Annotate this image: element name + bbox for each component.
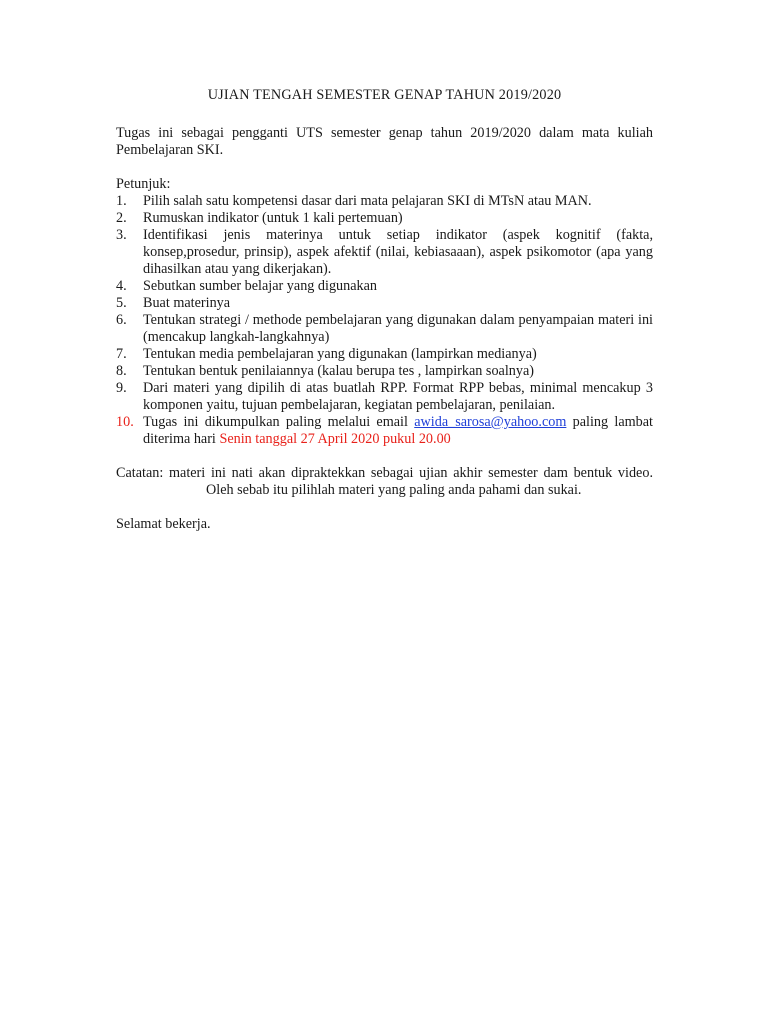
list-item-number: 4.	[116, 278, 127, 294]
submission-text-middle: paling lambat diterima hari	[143, 414, 654, 447]
document-title: UJIAN TENGAH SEMESTER GENAP TAHUN 2019/2020	[207, 87, 562, 103]
list-item	[116, 312, 653, 346]
list-item	[116, 278, 653, 295]
note-paragraph: Catatan: materi ini nati akan dipraktekkan sebagai ujian akhir semester dam bentuk video. Oleh sebab itu pilihlah materi yang paling anda pahami dan sukai.	[116, 465, 653, 498]
list-item-text: Identifikasi jenis materinya untuk setiap indikator (aspek kognitif (fakta, konsep,prosedur, prinsip), aspek afektif (nilai, kebiasaaan), aspek psikomotor (apa yang dihasilkan atau yang dikerjakan).	[143, 227, 653, 277]
list-item-number: 6.	[116, 312, 127, 328]
list-item-number: 8.	[116, 363, 127, 379]
list-item-number: 1.	[116, 193, 127, 209]
list-item	[116, 295, 653, 312]
list-item	[116, 346, 653, 363]
list-item	[116, 363, 653, 380]
closing-text: Selamat bekerja.	[116, 516, 211, 532]
list-item-number: 7.	[116, 346, 127, 362]
list-item-submission	[116, 414, 653, 448]
list-item-text: Rumuskan indikator (untuk 1 kali pertemuan)	[143, 210, 403, 226]
list-item-text: Tentukan strategi / methode pembelajaran yang digunakan dalam penyampaian materi ini (mencakup langkah-langkahnya)	[143, 312, 653, 345]
list-item-text: Sebutkan sumber belajar yang digunakan	[143, 278, 378, 294]
list-item-number: 2.	[116, 210, 127, 226]
list-item-text: Buat materinya	[143, 295, 231, 311]
document-page	[116, 87, 653, 533]
list-item-text: Pilih salah satu kompetensi dasar dari mata pelajaran SKI di MTsN atau MAN.	[143, 193, 592, 209]
deadline-text: Senin tanggal 27 April 2020 pukul 20.00	[219, 431, 451, 447]
list-item	[116, 210, 653, 227]
list-item-number: 3.	[116, 227, 127, 243]
email-link[interactable]: awida_sarosa@yahoo.com	[414, 414, 567, 430]
list-item-number: 9.	[116, 380, 127, 396]
list-item	[116, 380, 653, 414]
instructions-label: Petunjuk:	[116, 176, 171, 192]
list-item	[116, 193, 653, 210]
list-item-text	[143, 414, 653, 448]
list-item-number: 10.	[116, 414, 134, 430]
instructions-list	[116, 193, 653, 448]
submission-text: Tugas ini dikumpulkan paling melalui email	[143, 414, 415, 430]
list-item	[116, 227, 653, 278]
list-item-number: 5.	[116, 295, 127, 311]
list-item-text: Tentukan media pembelajaran yang digunakan (lampirkan medianya)	[143, 346, 537, 362]
intro-paragraph: Tugas ini sebagai pengganti UTS semester genap tahun 2019/2020 dalam mata kuliah Pembelajaran SKI.	[116, 125, 653, 158]
list-item-text: Dari materi yang dipilih di atas buatlah RPP. Format RPP bebas, minimal mencakup 3 komponen yaitu, tujuan pembelajaran, kegiatan pembelajaran, penilaian.	[143, 380, 653, 413]
list-item-text: Tentukan bentuk penilaiannya (kalau berupa tes , lampirkan soalnya)	[143, 363, 534, 379]
